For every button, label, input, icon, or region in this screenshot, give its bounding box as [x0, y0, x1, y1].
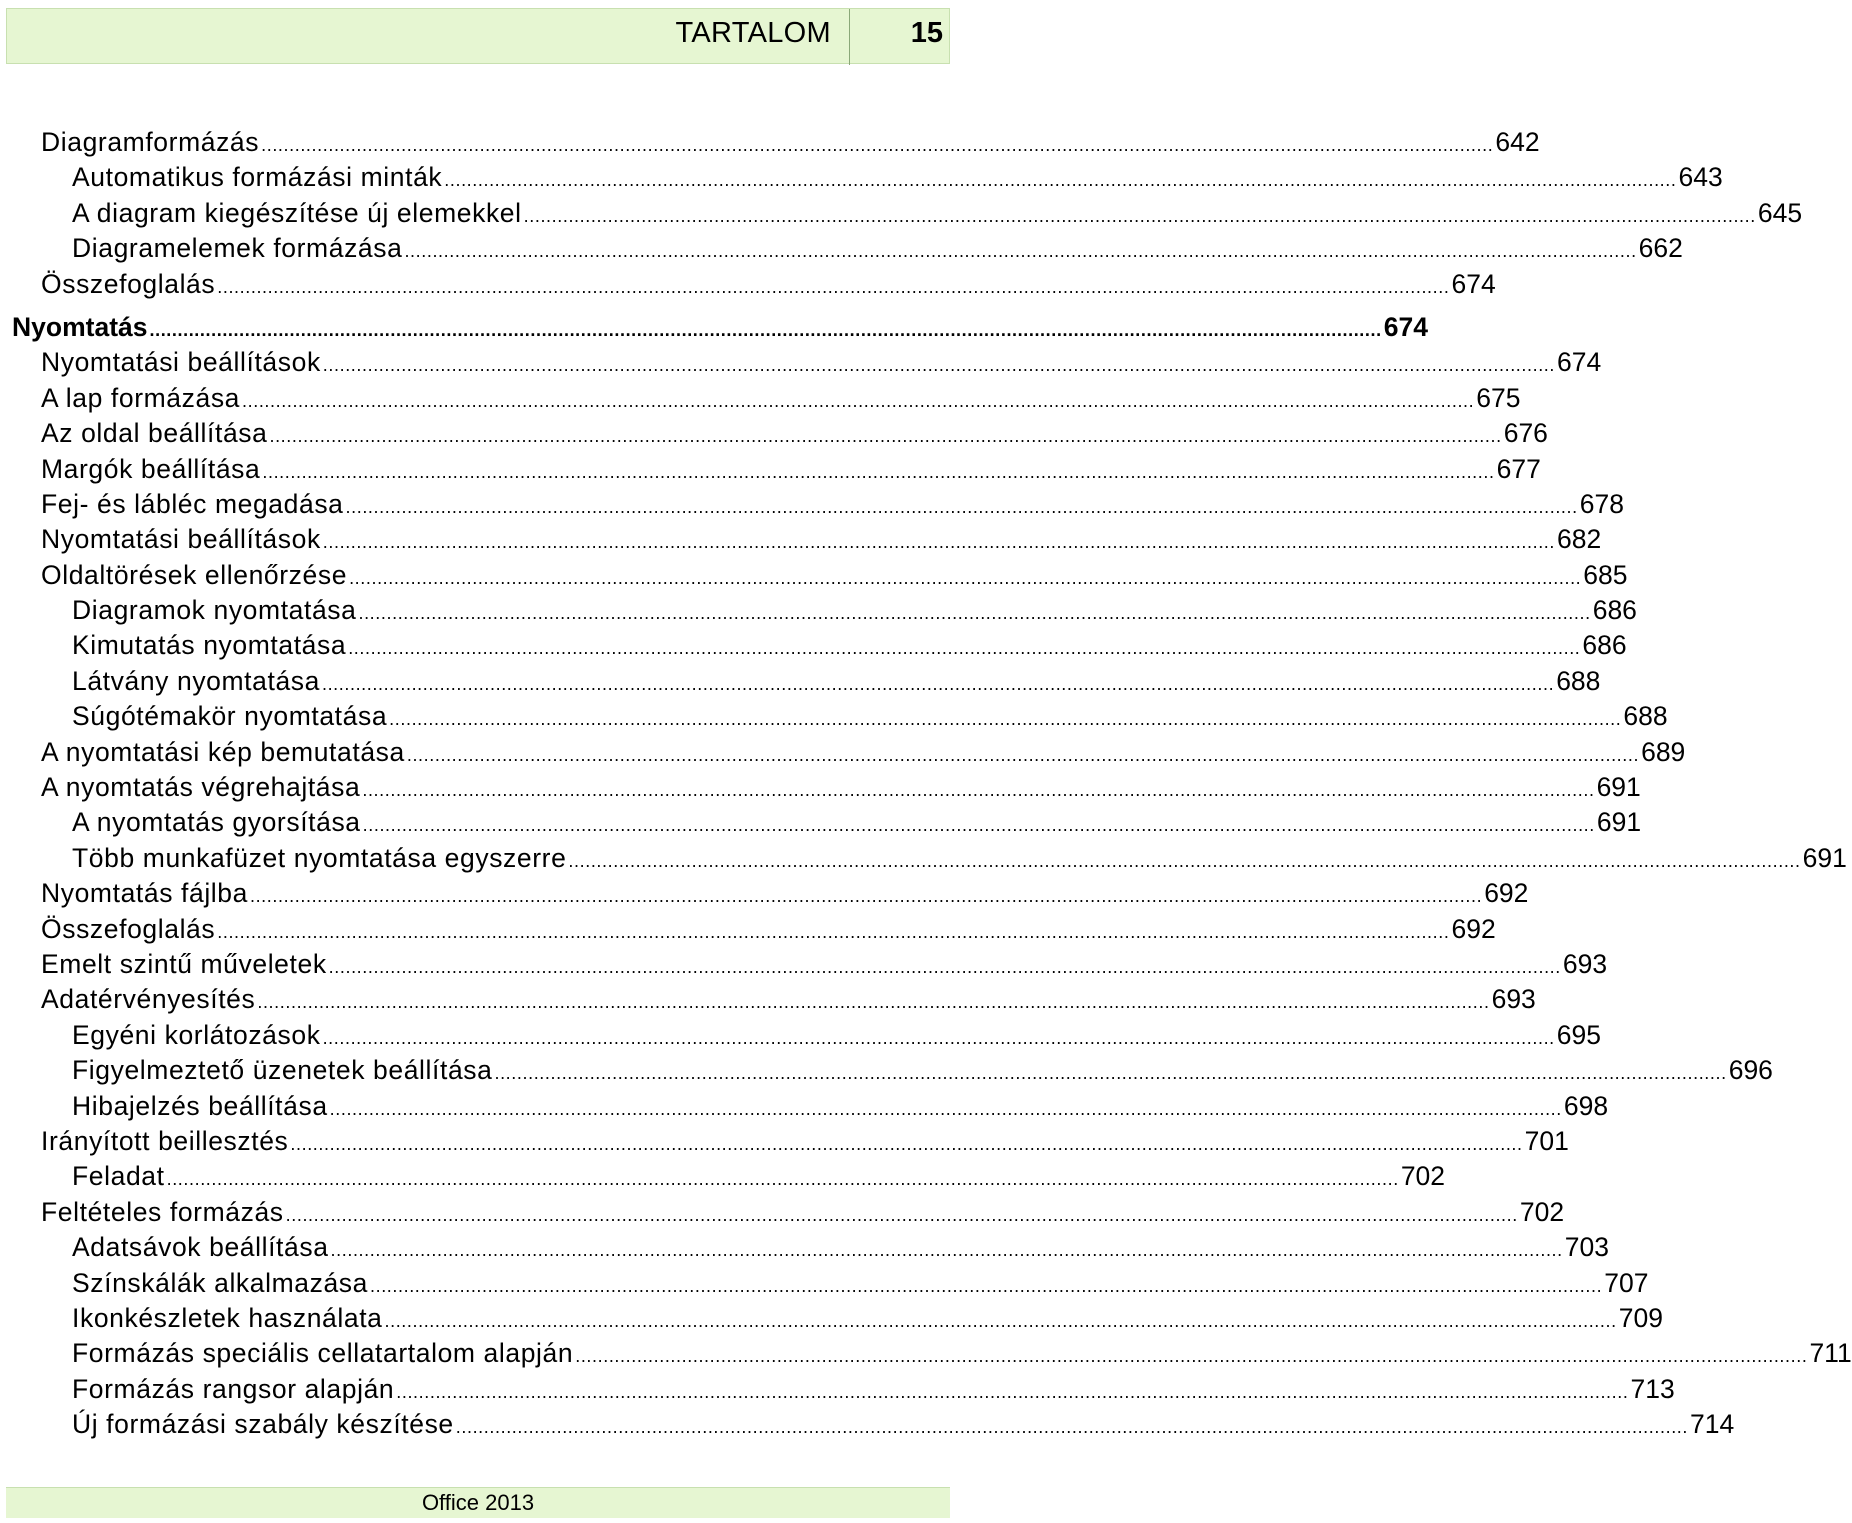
toc-entry-page: 709 [1618, 1302, 1663, 1333]
toc-entry[interactable] [0, 558, 1628, 593]
toc-entry[interactable] [0, 735, 1686, 770]
toc-leader-dots: ............................................................................................................................................................................................................................ [348, 638, 1581, 659]
toc-entry-label: Ikonkészletek használata [72, 1302, 383, 1333]
toc-entry-page: 662 [1638, 233, 1683, 264]
toc-entry-page: 676 [1503, 418, 1548, 449]
toc-leader-dots: ............................................................................................................................................................................................................................ [322, 1027, 1555, 1048]
toc-entry[interactable] [0, 805, 1642, 840]
toc-entry[interactable] [0, 1089, 1609, 1124]
toc-entry[interactable] [0, 381, 1521, 416]
toc-entry-label: Diagramok nyomtatása [72, 595, 357, 626]
footer-text: Office 2013 [421, 1490, 535, 1515]
toc-entry-label: Feladat [72, 1161, 165, 1192]
toc-entry-page: 702 [1400, 1161, 1446, 1192]
toc-entry-page: 674 [1557, 347, 1602, 378]
toc-entry-label: Nyomtatási beállítások [41, 524, 321, 555]
toc-entry[interactable] [0, 522, 1602, 557]
toc-entry[interactable] [0, 593, 1637, 628]
toc-entry-page: 642 [1495, 127, 1540, 157]
toc-entry-page: 691 [1596, 807, 1642, 838]
toc-entry-label: Nyomtatás [12, 311, 148, 342]
toc-leader-dots: ............................................................................................................................................................................................................................ [328, 956, 1561, 977]
toc-leader-dots: ............................................................................................................................................................................................................................ [262, 461, 1495, 482]
toc-entry[interactable] [0, 267, 1496, 302]
toc-entry-page: 696 [1728, 1055, 1773, 1086]
toc-entry-page: 686 [1582, 630, 1627, 661]
toc-entry[interactable] [0, 416, 1548, 451]
toc-entry-label: Az oldal beállítása [41, 418, 268, 449]
toc-leader-dots: ............................................................................................................................................................................................................................ [444, 170, 1677, 191]
toc-entry-label: Nyomtatási beállítások [41, 347, 321, 378]
toc-entry[interactable] [0, 1159, 1446, 1194]
toc-entry-label: Egyéni korlátozások [72, 1019, 321, 1050]
toc-entry-label: Irányított beillesztés [41, 1125, 289, 1156]
toc-entry-page: 693 [1491, 984, 1536, 1015]
toc-entry-label: Figyelmeztető üzenetek beállítása [72, 1055, 493, 1086]
toc-entry[interactable] [0, 196, 1803, 231]
toc-entry-label: Formázás rangsor alapján [72, 1373, 395, 1404]
toc-entry-label: Diagramelemek formázása [72, 233, 403, 264]
toc-leader-dots: ............................................................................................................................................................................................................................ [322, 355, 1556, 376]
toc-leader-dots: ............................................................................................................................................................................................................................ [330, 1240, 1563, 1261]
toc-entry-label: Összefoglalás [41, 268, 216, 299]
toc-entry-label: Több munkafüzet nyomtatása egyszerre [72, 842, 567, 873]
toc-entry[interactable] [0, 664, 1601, 699]
toc-leader-dots: ............................................................................................................................................................................................................................ [242, 390, 1475, 411]
toc-entry-page: 674 [1451, 268, 1496, 299]
header-divider [849, 9, 850, 65]
toc-entry[interactable] [0, 231, 1683, 266]
toc-leader-dots: ............................................................................................................................................................................................................................ [166, 1169, 1399, 1190]
toc-entry-label: Látvány nyomtatása [72, 665, 320, 696]
toc-entry-label: Margók beállítása [41, 453, 261, 484]
toc-entry-page: 695 [1556, 1019, 1601, 1050]
toc-entry-page: 645 [1757, 197, 1803, 228]
toc-leader-dots: ............................................................................................................................................................................................................................ [406, 744, 1640, 765]
toc-entry-label: A lap formázása [41, 382, 241, 413]
toc-leader-dots: ............................................................................................................................................................................................................................ [149, 319, 1382, 340]
toc-entry[interactable] [0, 310, 1428, 345]
toc-entry-label: Formázás speciális cellatartalom alapján [72, 1338, 574, 1369]
toc-leader-dots: ............................................................................................................................................................................................................................ [396, 1381, 1629, 1402]
toc-leader-dots: ............................................................................................................................................................................................................................ [285, 1204, 1518, 1225]
toc-entry-label: Nyomtatás fájlba [41, 878, 248, 909]
toc-leader-dots: ............................................................................................................................................................................................................................ [349, 567, 1582, 588]
toc-entry[interactable] [0, 841, 1847, 876]
toc-entry[interactable] [0, 1230, 1609, 1265]
toc-entry-label: Automatikus formázási minták [72, 162, 443, 193]
toc-entry-page: 691 [1596, 772, 1641, 803]
toc-entry-page: 702 [1519, 1196, 1565, 1227]
toc-leader-dots: ............................................................................................................................................................................................................................ [329, 1098, 1562, 1119]
toc-entry-label: Hibajelzés beállítása [72, 1090, 328, 1121]
toc-entry-page: 691 [1802, 842, 1847, 873]
toc-leader-dots: ............................................................................................................................................................................................................................ [261, 135, 1494, 155]
page-header [6, 8, 950, 64]
toc-entry[interactable] [0, 1407, 1735, 1442]
toc-entry-page: 701 [1524, 1125, 1569, 1156]
toc-leader-dots: ............................................................................................................................................................................................................................ [384, 1310, 1617, 1331]
toc-entry[interactable] [0, 982, 1536, 1017]
toc-leader-dots: ............................................................................................................................................................................................................................ [290, 1133, 1523, 1154]
toc-entry[interactable] [0, 912, 1496, 947]
toc-entry-label: Adatérvényesítés [41, 984, 256, 1015]
toc-entry-label: Új formázási szabály készítése [72, 1409, 454, 1440]
chapter-title: TARTALOM [675, 17, 831, 49]
toc-entry-page: 677 [1496, 453, 1541, 484]
toc-entry-page: 711 [1809, 1338, 1852, 1369]
table-of-contents [0, 125, 1852, 1442]
page-footer [6, 1487, 950, 1518]
toc-leader-dots: ............................................................................................................................................................................................................................ [257, 992, 1490, 1013]
toc-entry-page: 692 [1484, 878, 1529, 909]
toc-entry-page: 686 [1592, 595, 1637, 626]
toc-entry-label: Súgótémakör nyomtatása [72, 701, 388, 732]
toc-leader-dots: ............................................................................................................................................................................................................................ [321, 673, 1555, 694]
toc-leader-dots: ............................................................................................................................................................................................................................ [370, 1275, 1603, 1296]
toc-leader-dots: ............................................................................................................................................................................................................................ [322, 532, 1556, 553]
toc-entry-page: 713 [1630, 1373, 1675, 1404]
toc-entry[interactable] [0, 345, 1602, 380]
toc-entry-label: Emelt szintű műveletek [41, 948, 327, 979]
toc-entry[interactable] [0, 947, 1608, 982]
toc-entry[interactable] [0, 1372, 1675, 1407]
toc-entry[interactable] [0, 1195, 1565, 1230]
toc-entry-page: 689 [1641, 736, 1686, 767]
toc-entry-page: 685 [1583, 559, 1628, 590]
toc-leader-dots: ............................................................................................................................................................................................................................ [404, 241, 1637, 262]
toc-entry-label: Fej- és lábléc megadása [41, 488, 344, 519]
toc-entry-label: Feltételes formázás [41, 1196, 284, 1227]
toc-entry-page: 692 [1451, 913, 1496, 944]
toc-entry-page: 688 [1623, 701, 1668, 732]
toc-entry[interactable] [0, 452, 1541, 487]
toc-entry[interactable] [0, 699, 1668, 734]
toc-leader-dots: ............................................................................................................................................................................................................................ [269, 426, 1502, 447]
toc-entry-page: 675 [1476, 382, 1521, 413]
toc-entry-label: A diagram kiegészítése új elemekkel [72, 197, 522, 228]
toc-entry-label: Kimutatás nyomtatása [72, 630, 347, 661]
toc-entry-label: A nyomtatási kép bemutatása [41, 736, 405, 767]
toc-entry-label: Diagramformázás [41, 127, 260, 157]
toc-leader-dots: ............................................................................................................................................................................................................................ [575, 1346, 1808, 1367]
toc-leader-dots: ............................................................................................................................................................................................................................ [389, 709, 1622, 730]
toc-entry[interactable] [0, 1301, 1663, 1336]
toc-entry-page: 707 [1604, 1267, 1649, 1298]
toc-entry-label: Színskálák alkalmazása [72, 1267, 368, 1298]
toc-leader-dots: ............................................................................................................................................................................................................................ [455, 1417, 1688, 1438]
toc-entry[interactable] [0, 160, 1723, 195]
toc-entry[interactable] [0, 770, 1641, 805]
toc-entry-label: A nyomtatás végrehajtása [41, 772, 361, 803]
toc-entry-page: 674 [1383, 311, 1428, 342]
toc-entry[interactable] [0, 125, 1540, 160]
toc-entry[interactable] [0, 1053, 1773, 1088]
toc-entry-page: 693 [1562, 948, 1608, 979]
toc-leader-dots: ............................................................................................................................................................................................................................ [362, 780, 1595, 801]
toc-leader-dots: ............................................................................................................................................................................................................................ [217, 921, 1450, 942]
toc-entry-page: 703 [1564, 1232, 1609, 1263]
toc-leader-dots: ............................................................................................................................................................................................................................ [568, 850, 1801, 871]
toc-leader-dots: ............................................................................................................................................................................................................................ [358, 603, 1591, 624]
toc-entry[interactable] [0, 1266, 1649, 1301]
toc-entry[interactable] [0, 876, 1529, 911]
toc-leader-dots: ............................................................................................................................................................................................................................ [494, 1063, 1727, 1084]
toc-leader-dots: ............................................................................................................................................................................................................................ [345, 496, 1578, 517]
toc-entry[interactable] [0, 487, 1624, 522]
page-number: 15 [910, 17, 943, 49]
toc-leader-dots: ............................................................................................................................................................................................................................ [523, 205, 1756, 226]
toc-entry-page: 678 [1579, 488, 1624, 519]
toc-entry[interactable] [0, 1124, 1569, 1159]
toc-entry-page: 682 [1557, 524, 1602, 555]
toc-entry-label: A nyomtatás gyorsítása [72, 807, 361, 838]
toc-entry-label: Adatsávok beállítása [72, 1232, 329, 1263]
toc-leader-dots: ............................................................................................................................................................................................................................ [362, 815, 1595, 836]
toc-entry-page: 714 [1690, 1409, 1735, 1440]
toc-entry-label: Oldaltörések ellenőrzése [41, 559, 348, 590]
toc-entry[interactable] [0, 628, 1627, 663]
toc-entry-page: 698 [1563, 1090, 1609, 1121]
toc-leader-dots: ............................................................................................................................................................................................................................ [217, 276, 1450, 297]
toc-entry-page: 643 [1678, 162, 1723, 193]
toc-entry-label: Összefoglalás [41, 913, 216, 944]
toc-leader-dots: ............................................................................................................................................................................................................................ [249, 886, 1483, 907]
toc-entry[interactable] [0, 1336, 1852, 1371]
toc-entry-page: 688 [1556, 665, 1601, 696]
toc-entry[interactable] [0, 1018, 1601, 1053]
